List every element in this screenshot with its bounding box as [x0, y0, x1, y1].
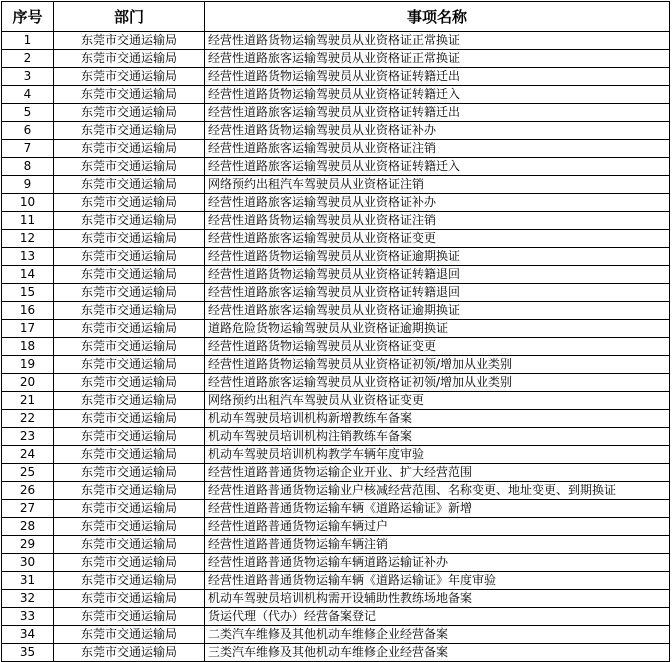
row-number: 33	[2, 608, 54, 626]
row-department: 东莞市交通运输局	[54, 104, 205, 122]
table-row	[2, 608, 670, 626]
row-department: 东莞市交通运输局	[54, 482, 205, 500]
table-row	[2, 392, 670, 410]
row-department: 东莞市交通运输局	[54, 284, 205, 302]
row-department: 东莞市交通运输局	[54, 356, 205, 374]
row-number: 27	[2, 500, 54, 518]
row-department: 东莞市交通运输局	[54, 464, 205, 482]
row-department: 东莞市交通运输局	[54, 50, 205, 68]
row-item-name: 机动车驾驶员培训机构新增教练车备案	[205, 410, 670, 428]
row-department: 东莞市交通运输局	[54, 644, 205, 662]
table-row	[2, 194, 670, 212]
row-number: 26	[2, 482, 54, 500]
row-item-name: 经营性道路旅客运输驾驶员从业资格证初领/增加从业类别	[205, 374, 670, 392]
table-row	[2, 176, 670, 194]
table-row	[2, 230, 670, 248]
row-number: 4	[2, 86, 54, 104]
row-department: 东莞市交通运输局	[54, 32, 205, 50]
row-item-name: 二类汽车维修及其他机动车维修企业经营备案	[205, 626, 670, 644]
row-item-name: 经营性道路普通货物运输车辆注销	[205, 536, 670, 554]
table-row	[2, 158, 670, 176]
row-department: 东莞市交通运输局	[54, 374, 205, 392]
table-row	[2, 248, 670, 266]
table-body	[2, 32, 670, 662]
row-number: 23	[2, 428, 54, 446]
row-department: 东莞市交通运输局	[54, 140, 205, 158]
row-department: 东莞市交通运输局	[54, 392, 205, 410]
row-number: 3	[2, 68, 54, 86]
row-item-name: 货运代理（代办）经营备案登记	[205, 608, 670, 626]
row-item-name: 经营性道路货物运输驾驶员从业资格证正常换证	[205, 32, 670, 50]
row-department: 东莞市交通运输局	[54, 518, 205, 536]
row-department: 东莞市交通运输局	[54, 500, 205, 518]
table-row	[2, 464, 670, 482]
table-row	[2, 338, 670, 356]
row-department: 东莞市交通运输局	[54, 230, 205, 248]
table-row	[2, 572, 670, 590]
header-dept: 部门	[54, 2, 205, 32]
row-number: 2	[2, 50, 54, 68]
row-number: 9	[2, 176, 54, 194]
row-item-name: 道路危险货物运输驾驶员从业资格证逾期换证	[205, 320, 670, 338]
row-department: 东莞市交通运输局	[54, 302, 205, 320]
row-number: 17	[2, 320, 54, 338]
row-department: 东莞市交通运输局	[54, 248, 205, 266]
table-row	[2, 482, 670, 500]
row-number: 5	[2, 104, 54, 122]
row-item-name: 经营性道路货物运输驾驶员从业资格证转籍退回	[205, 266, 670, 284]
row-item-name: 经营性道路普通货物运输车辆过户	[205, 518, 670, 536]
row-item-name: 经营性道路货物运输驾驶员从业资格证变更	[205, 338, 670, 356]
row-number: 19	[2, 356, 54, 374]
row-item-name: 经营性道路普通货物运输车辆《道路运输证》新增	[205, 500, 670, 518]
row-number: 24	[2, 446, 54, 464]
row-item-name: 经营性道路旅客运输驾驶员从业资格证变更	[205, 230, 670, 248]
table-row	[2, 140, 670, 158]
row-department: 东莞市交通运输局	[54, 194, 205, 212]
table-row	[2, 122, 670, 140]
row-department: 东莞市交通运输局	[54, 122, 205, 140]
row-department: 东莞市交通运输局	[54, 554, 205, 572]
row-item-name: 网络预约出租汽车驾驶员从业资格证注销	[205, 176, 670, 194]
row-number: 12	[2, 230, 54, 248]
header-row	[2, 2, 670, 32]
row-department: 东莞市交通运输局	[54, 590, 205, 608]
row-department: 东莞市交通运输局	[54, 536, 205, 554]
row-department: 东莞市交通运输局	[54, 446, 205, 464]
row-item-name: 经营性道路旅客运输驾驶员从业资格证转籍退回	[205, 284, 670, 302]
row-department: 东莞市交通运输局	[54, 176, 205, 194]
row-item-name: 经营性道路普通货物运输车辆《道路运输证》年度审验	[205, 572, 670, 590]
row-department: 东莞市交通运输局	[54, 572, 205, 590]
row-item-name: 经营性道路货物运输驾驶员从业资格证注销	[205, 212, 670, 230]
row-number: 8	[2, 158, 54, 176]
row-number: 14	[2, 266, 54, 284]
row-item-name: 经营性道路普通货物运输车辆道路运输证补办	[205, 554, 670, 572]
row-number: 16	[2, 302, 54, 320]
row-department: 东莞市交通运输局	[54, 626, 205, 644]
table-row	[2, 68, 670, 86]
table-row	[2, 32, 670, 50]
table-row	[2, 590, 670, 608]
table-row	[2, 302, 670, 320]
row-item-name: 经营性道路货物运输驾驶员从业资格证转籍迁入	[205, 86, 670, 104]
row-item-name: 经营性道路旅客运输驾驶员从业资格证补办	[205, 194, 670, 212]
table-row	[2, 284, 670, 302]
row-department: 东莞市交通运输局	[54, 266, 205, 284]
row-number: 18	[2, 338, 54, 356]
row-item-name: 经营性道路货物运输驾驶员从业资格证逾期换证	[205, 248, 670, 266]
row-number: 31	[2, 572, 54, 590]
row-number: 28	[2, 518, 54, 536]
row-item-name: 机动车驾驶员培训机构需开设辅助性教练场地备案	[205, 590, 670, 608]
table-row	[2, 86, 670, 104]
table-row	[2, 500, 670, 518]
table-row	[2, 626, 670, 644]
table-row	[2, 266, 670, 284]
row-number: 32	[2, 590, 54, 608]
row-item-name: 三类汽车维修及其他机动车维修企业经营备案	[205, 644, 670, 662]
row-department: 东莞市交通运输局	[54, 86, 205, 104]
services-table	[1, 1, 670, 662]
row-department: 东莞市交通运输局	[54, 608, 205, 626]
row-number: 21	[2, 392, 54, 410]
row-item-name: 经营性道路普通货物运输企业开业、扩大经营范围	[205, 464, 670, 482]
row-number: 10	[2, 194, 54, 212]
header-item: 事项名称	[205, 2, 670, 32]
row-item-name: 经营性道路货物运输驾驶员从业资格证转籍迁出	[205, 68, 670, 86]
row-item-name: 经营性道路旅客运输驾驶员从业资格证正常换证	[205, 50, 670, 68]
row-item-name: 机动车驾驶员培训机构注销教练车备案	[205, 428, 670, 446]
row-department: 东莞市交通运输局	[54, 158, 205, 176]
row-item-name: 经营性道路旅客运输驾驶员从业资格证逾期换证	[205, 302, 670, 320]
table-row	[2, 410, 670, 428]
row-department: 东莞市交通运输局	[54, 212, 205, 230]
row-item-name: 经营性道路旅客运输驾驶员从业资格证注销	[205, 140, 670, 158]
row-number: 30	[2, 554, 54, 572]
row-item-name: 机动车驾驶员培训机构教学车辆年度审验	[205, 446, 670, 464]
table-row	[2, 644, 670, 662]
table-row	[2, 374, 670, 392]
row-number: 6	[2, 122, 54, 140]
table-row	[2, 428, 670, 446]
row-number: 11	[2, 212, 54, 230]
table-row	[2, 50, 670, 68]
row-department: 东莞市交通运输局	[54, 68, 205, 86]
row-department: 东莞市交通运输局	[54, 338, 205, 356]
table-row	[2, 104, 670, 122]
row-number: 34	[2, 626, 54, 644]
table-row	[2, 518, 670, 536]
row-number: 7	[2, 140, 54, 158]
row-item-name: 经营性道路旅客运输驾驶员从业资格证转籍迁入	[205, 158, 670, 176]
row-item-name: 经营性道路旅客运输驾驶员从业资格证转籍迁出	[205, 104, 670, 122]
row-number: 15	[2, 284, 54, 302]
row-item-name: 经营性道路货物运输驾驶员从业资格证补办	[205, 122, 670, 140]
row-department: 东莞市交通运输局	[54, 410, 205, 428]
row-number: 22	[2, 410, 54, 428]
table-row	[2, 320, 670, 338]
row-item-name: 经营性道路货物运输驾驶员从业资格证初领/增加从业类别	[205, 356, 670, 374]
row-department: 东莞市交通运输局	[54, 428, 205, 446]
table-row	[2, 356, 670, 374]
table-row	[2, 554, 670, 572]
table-row	[2, 536, 670, 554]
row-number: 13	[2, 248, 54, 266]
row-number: 35	[2, 644, 54, 662]
row-item-name: 网络预约出租汽车驾驶员从业资格证变更	[205, 392, 670, 410]
row-number: 1	[2, 32, 54, 50]
row-item-name: 经营性道路普通货物运输业户核减经营范围、名称变更、地址变更、到期换证	[205, 482, 670, 500]
header-seq: 序号	[2, 2, 54, 32]
row-number: 25	[2, 464, 54, 482]
table-row	[2, 446, 670, 464]
table-row	[2, 212, 670, 230]
row-number: 29	[2, 536, 54, 554]
row-department: 东莞市交通运输局	[54, 320, 205, 338]
row-number: 20	[2, 374, 54, 392]
